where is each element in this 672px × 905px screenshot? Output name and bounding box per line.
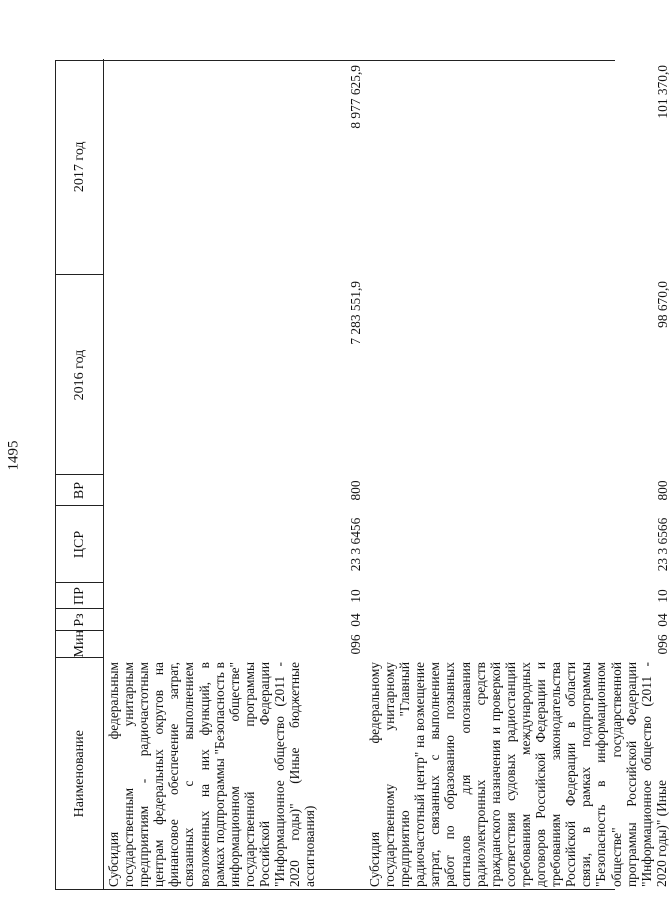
rotated-table-area	[55, 60, 670, 890]
cell-csr: 23 3 6456	[347, 517, 363, 572]
cell-2017: 101 370,0	[654, 65, 670, 119]
cell-min: 096	[347, 634, 363, 655]
cell-2016: 98 670,0	[654, 281, 670, 328]
budget-table	[56, 59, 672, 889]
cell-vr: 800	[654, 480, 670, 501]
cell-rz: 04	[654, 613, 670, 627]
cell-name: Субсидия федеральному государственному унитарному предприятию "Главный радиочастотный центр" на возмещение затрат, связанных с выполнением работ по образованию позывных сигналов для опознавания радиоэлектронных средств гражданского назначения и проверкой соответствия судовых радиостанций требованиям международных договоров Российской Федерации и требованиям законодательства Российской Федерации в области связи, в рамках подпрограммы "Безопасность в информационном обществе" государственной программы Российской Федерации "Информационное общество (2011 - 2020 годы)" (Иные	[367, 662, 669, 887]
table-row	[365, 59, 672, 889]
header-2016: 2016 год	[56, 275, 104, 475]
header-rz: Рз	[56, 609, 104, 631]
header-2017: 2017 год	[56, 59, 104, 275]
header-vr: ВР	[56, 475, 104, 506]
cell-vr: 800	[347, 480, 363, 501]
cell-csr: 23 3 6566	[654, 517, 670, 572]
cell-name: Субсидия федеральным государственным унитарным предприятиям - радиочастотным центрам федеральных округов на финансовое обеспечение затрат, связанных с выполнением возложенных на них функций, в рамках подпрограммы "Безопасность в информационном обществе" государственной программы Российской Федерации "Информационное общество (2011 - 2020 годы)" (Иные бюджетные ассигнования)	[106, 662, 318, 887]
cell-2017: 8 977 625,9	[347, 65, 363, 129]
table-row	[104, 59, 366, 889]
header-pr: ПР	[56, 583, 104, 609]
page-number	[0, 425, 28, 485]
cell-2016: 7 283 551,9	[347, 281, 363, 345]
budget-table-frame	[55, 60, 670, 890]
table-header-row	[56, 59, 104, 889]
header-min: Мин	[56, 631, 104, 658]
cell-rz: 04	[347, 613, 363, 627]
header-csr: ЦСР	[56, 506, 104, 583]
page-number-text: 1495	[5, 440, 22, 470]
cell-pr: 10	[654, 589, 670, 603]
header-name: Наименование	[56, 658, 104, 889]
cell-min: 096	[654, 634, 670, 655]
cell-pr: 10	[347, 589, 363, 603]
